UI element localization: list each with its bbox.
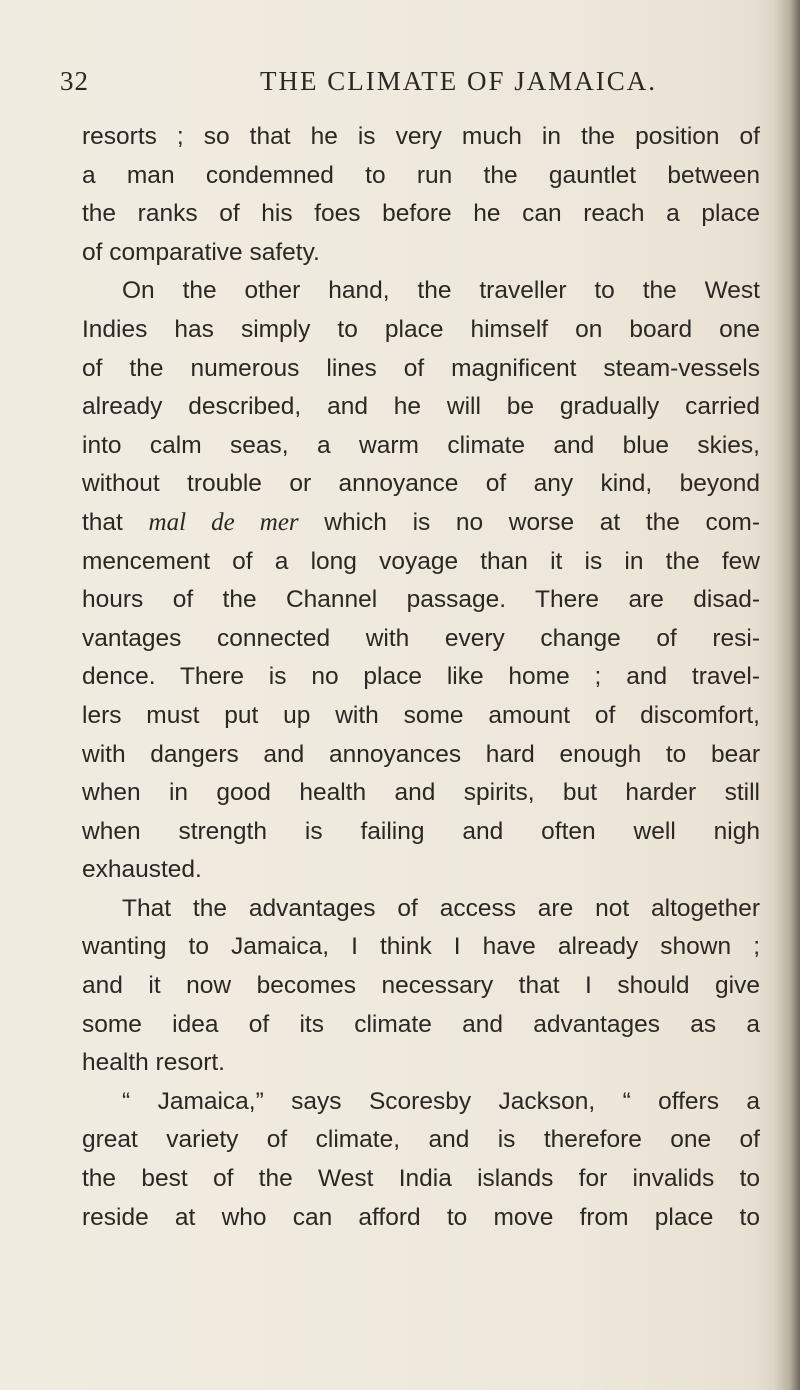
text-line: of comparative safety. [82, 238, 320, 266]
text-line: and it now becomes necessary that I should give [82, 972, 760, 1000]
text-line: exhausted. [82, 856, 202, 884]
text-line: vantages connected with every change of resi- [82, 624, 760, 652]
body-text [82, 118, 760, 1237]
text-line: the best of the West India islands for invalids to [82, 1165, 760, 1193]
text-line-with-italic [82, 504, 760, 543]
text-line: On the other hand, the traveller to the West [122, 277, 760, 305]
text-line: of the numerous lines of magnificent steam-vessels [82, 354, 760, 382]
page-header [60, 66, 760, 106]
text-line: already described, and he will be gradually carried [82, 393, 760, 421]
text-line: health resort. [82, 1049, 225, 1077]
text-line: great variety of climate, and is therefore one of [82, 1126, 760, 1154]
italic-phrase: mal de mer [148, 508, 299, 536]
page-edge-shadow [774, 0, 800, 1390]
text-line: hours of the Channel passage. There are disad- [82, 586, 760, 614]
text-line: the ranks of his foes before he can reach a place [82, 200, 760, 228]
text-line: when in good health and spirits, but harder still [82, 779, 760, 807]
text-line: resorts ; so that he is very much in the position of [82, 123, 760, 150]
running-title: THE CLIMATE OF JAMAICA. [260, 66, 657, 96]
line-end: which is no worse at the com- [324, 508, 760, 536]
text-line: lers must put up with some amount of discomfort, [82, 701, 760, 729]
text-line: into calm seas, a warm climate and blue skies, [82, 431, 760, 459]
text-line: Indies has simply to place himself on board one [82, 315, 760, 343]
text-line: reside at who can afford to move from place to [82, 1203, 760, 1231]
text-line: a man condemned to run the gauntlet between [82, 161, 760, 189]
text-line: with dangers and annoyances hard enough to bear [82, 740, 760, 768]
text-line: mencement of a long voyage than it is in the few [82, 547, 760, 575]
text-line: That the advantages of access are not altogether [122, 894, 760, 922]
text-line: “ Jamaica,” says Scoresby Jackson, “ offers a [122, 1087, 760, 1115]
text-line: without trouble or annoyance of any kind, beyond [82, 470, 760, 498]
text-line: dence. There is no place like home ; and travel- [82, 663, 760, 691]
line-start: that [82, 508, 123, 536]
text-line: when strength is failing and often well nigh [82, 817, 760, 845]
text-line: wanting to Jamaica, I think I have already shown ; [82, 933, 760, 961]
page-number: 32 [60, 66, 89, 96]
text-line: some idea of its climate and advantages as a [82, 1010, 760, 1038]
